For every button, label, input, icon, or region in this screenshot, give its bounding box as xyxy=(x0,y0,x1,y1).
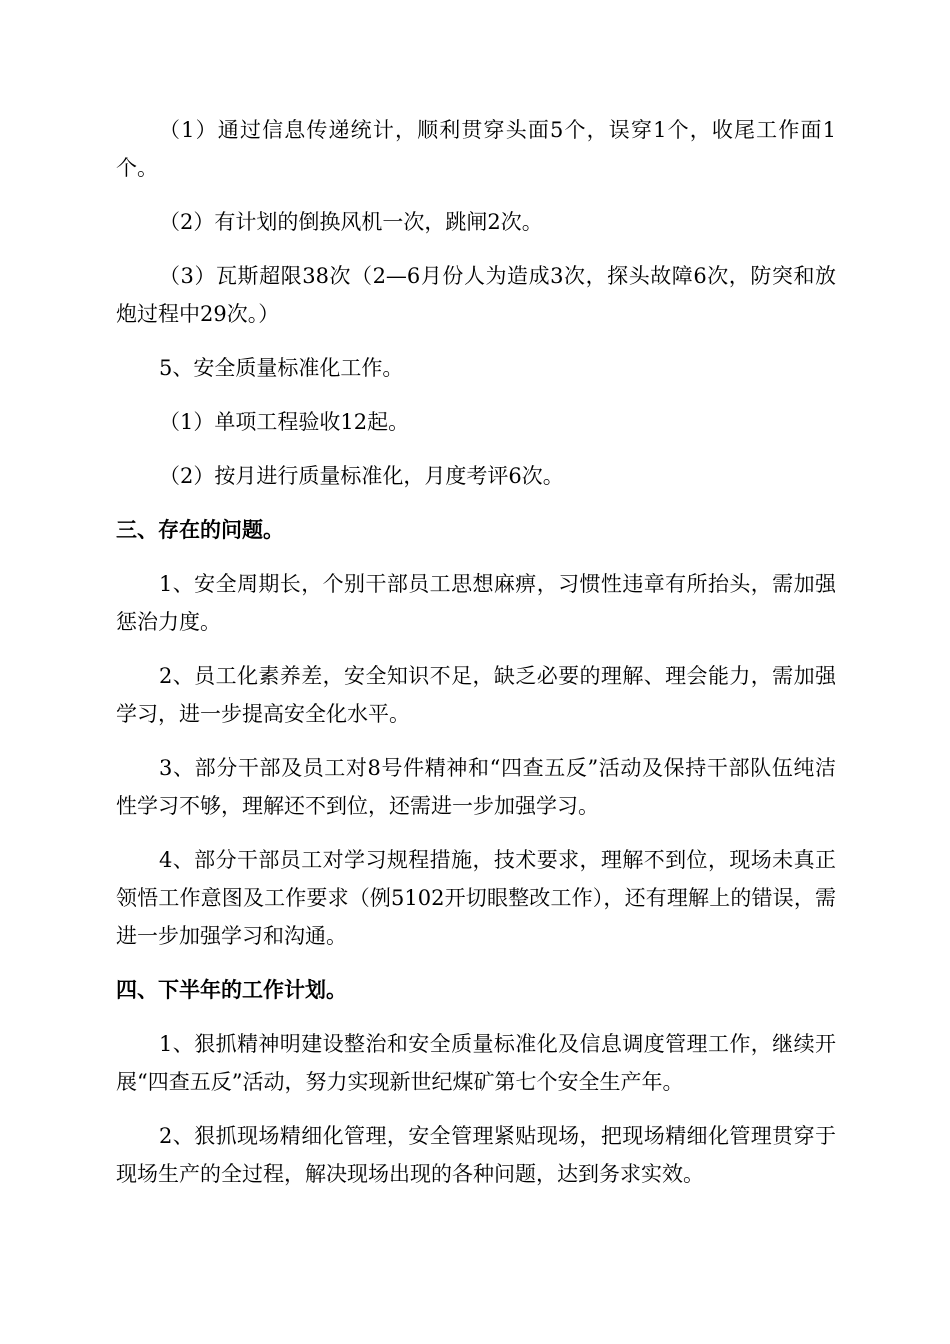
paragraph-plan-2: 2、狠抓现场精细化管理，安全管理紧贴现场，把现场精细化管理贯穿于现场生产的全过程，解决现场出现的各种问题，达到务求实效。 xyxy=(116,1124,836,1186)
paragraph-info-transfer: （1）通过信息传递统计，顺利贯穿头面5个，误穿1个，收尾工作面1个。 xyxy=(116,118,836,180)
paragraph-monthly-review: （2）按月进行质量标准化，月度考评6次。 xyxy=(159,464,564,488)
paragraph-problem-3: 3、部分干部及员工对8号件精神和“四查五反”活动及保持干部队伍纯洁性学习不够，理解还不到位，还需进一步加强学习。 xyxy=(116,756,836,818)
paragraph-problem-2: 2、员工化素养差，安全知识不足，缺乏必要的理解、理会能力，需加强学习，进一步提高安全化水平。 xyxy=(116,664,836,726)
paragraph-problem-4: 4、部分干部员工对学习规程措施，技术要求，理解不到位，现场未真正领悟工作意图及工作要求（例5102开切眼整改工作），还有理解上的错误，需进一步加强学习和沟通。 xyxy=(116,848,836,948)
paragraph-acceptance: （1）单项工程验收12起。 xyxy=(159,410,410,434)
paragraph-problem-1: 1、安全周期长，个别干部员工思想麻痹，习惯性违章有所抬头，需加强惩治力度。 xyxy=(116,572,836,634)
paragraph-plan-1: 1、狠抓精神明建设整治和安全质量标准化及信息调度管理工作，继续开展“四查五反”活动，努力实现新世纪煤矿第七个安全生产年。 xyxy=(116,1032,836,1094)
paragraph-gas-overlimit: （3）瓦斯超限38次（2—6月份人为造成3次，探头故障6次，防突和放炮过程中29次。） xyxy=(116,264,836,326)
section-heading-problems: 三、存在的问题。 xyxy=(116,517,284,542)
paragraph-standardization-title: 5、安全质量标准化工作。 xyxy=(159,356,404,380)
section-heading-plan: 四、下半年的工作计划。 xyxy=(116,977,347,1002)
paragraph-fan-switch: （2）有计划的倒换风机一次，跳闸2次。 xyxy=(159,210,543,234)
